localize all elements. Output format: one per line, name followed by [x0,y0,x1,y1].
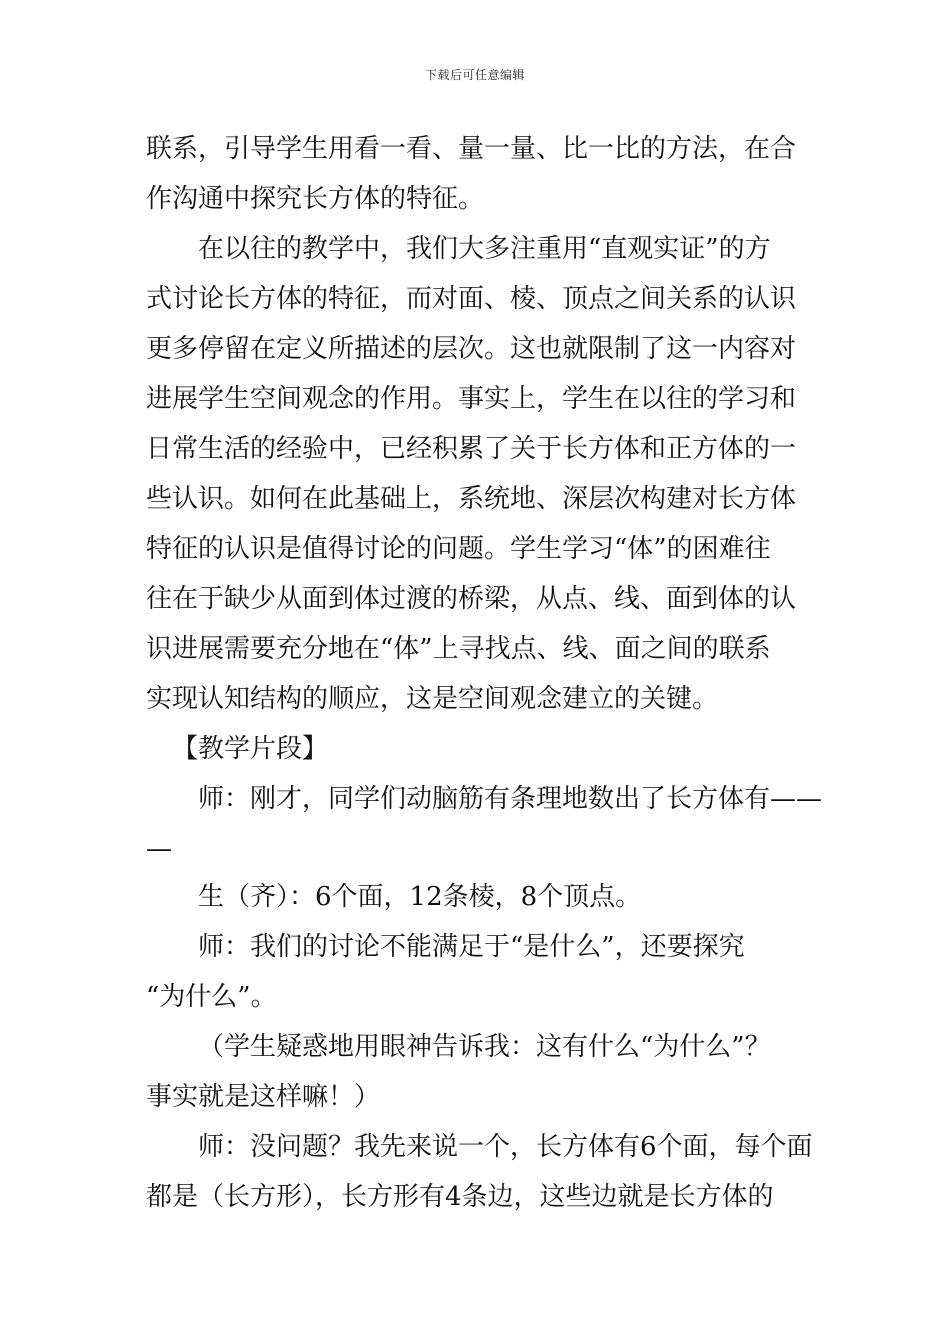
section-heading: 【教学片段】 [172,734,329,764]
text-line: 识进展需要充分地在“体”上寻找点、线、面之间的联系 [146,634,771,664]
text-line: 作沟通中探究长方体的特征。 [146,184,485,214]
text-line: 都是（长方形），长方形有4条边，这些边就是长方体的 [146,1182,774,1212]
text-line: 师：刚才，同学们动脑筋有条理地数出了长方体有—— [198,784,823,814]
text-line: 师：我们的讨论不能满足于“是什么”，还要探究 [198,932,745,962]
text-line: 特征的认识是值得讨论的问题。学生学习“体”的困难往 [146,534,771,564]
text-line: 联系，引导学生用看一看、量一量、比一比的方法，在合 [146,134,797,164]
text-line: 生（齐）：6个面，12条棱，8个顶点。 [198,882,642,912]
text-line: 事实就是这样嘛！） [146,1082,381,1112]
text-line: 实现认知结构的顺应，这是空间观念建立的关键。 [146,684,719,714]
page-header: 下载后可任意编辑 [424,68,525,82]
text-line: 师：没问题？我先来说一个，长方体有6个面，每个面 [198,1132,813,1162]
text-line: — [146,834,172,864]
text-line: 更多停留在定义所描述的层次。这也就限制了这一内容对 [146,334,797,364]
text-line: （学生疑惑地用眼神告诉我：这有什么“为什么”？ [198,1032,771,1062]
text-line: 日常生活的经验中，已经积累了关于长方体和正方体的一 [146,434,797,464]
text-line: 式讨论长方体的特征，而对面、棱、顶点之间关系的认识 [146,284,797,314]
text-line: 些认识。如何在此基础上，系统地、深层次构建对长方体 [146,484,797,514]
text-line: 在以往的教学中，我们大多注重用“直观实证”的方 [198,234,771,264]
text-line: 进展学生空间观念的作用。事实上，学生在以往的学习和 [146,384,797,414]
text-line: 往在于缺少从面到体过渡的桥梁，从点、线、面到体的认 [146,584,797,614]
text-line: “为什么”。 [146,982,277,1012]
